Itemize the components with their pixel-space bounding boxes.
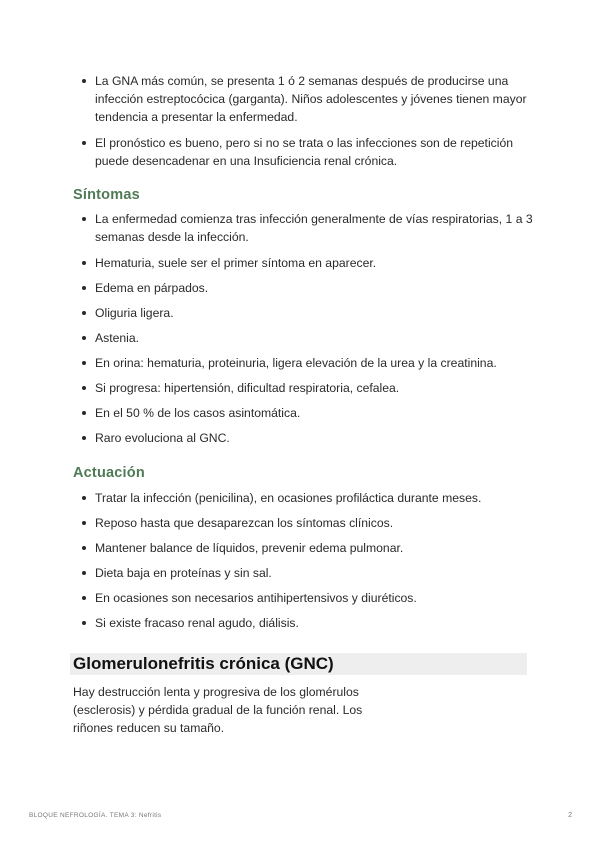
- list-item: La GNA más común, se presenta 1 ó 2 semanas después de producirse una infección estreptocócica (garganta). Niños adolescentes y jóvenes tienen mayor tendencia a presentar la enfermedad.: [78, 72, 538, 126]
- intro-bullet-list: [78, 72, 538, 170]
- list-item: Si progresa: hipertensión, dificultad respiratoria, cefalea.: [78, 379, 538, 397]
- section-heading-actuacion: Actuación: [73, 465, 145, 481]
- list-item: En orina: hematuria, proteinuria, ligera elevación de la urea y la creatinina.: [78, 354, 538, 372]
- list-item: Mantener balance de líquidos, prevenir edema pulmonar.: [78, 539, 538, 557]
- chapter-heading-gnc: Glomerulonefritis crónica (GNC): [70, 653, 527, 675]
- list-item: En ocasiones son necesarios antihipertensivos y diuréticos.: [78, 589, 538, 607]
- list-item: Si existe fracaso renal agudo, diálisis.: [78, 614, 538, 632]
- list-item: Raro evoluciona al GNC.: [78, 429, 538, 447]
- sintomas-bullet-list: [78, 210, 538, 447]
- footer-title: BLOQUE NEFROLOGÍA. TEMA 3: Nefritis: [29, 812, 162, 819]
- list-item: Hematuria, suele ser el primer síntoma en aparecer.: [78, 254, 538, 272]
- list-item: En el 50 % de los casos asintomática.: [78, 404, 538, 422]
- list-item: Astenia.: [78, 329, 538, 347]
- page-number: 2: [568, 812, 572, 819]
- list-item: La enfermedad comienza tras infección generalmente de vías respiratorias, 1 a 3 semanas desde la infección.: [78, 210, 538, 246]
- list-item: Reposo hasta que desaparezcan los síntomas clínicos.: [78, 514, 538, 532]
- list-item: Dieta baja en proteínas y sin sal.: [78, 564, 538, 582]
- gnc-paragraph: Hay destrucción lenta y progresiva de los glomérulos (esclerosis) y pérdida gradual de la función renal. Los riñones reducen su tamaño.: [73, 685, 363, 735]
- list-item: El pronóstico es bueno, pero si no se trata o las infecciones son de repetición puede desencadenar en una Insuficiencia renal crónica.: [78, 134, 538, 170]
- section-heading-sintomas: Síntomas: [73, 187, 140, 203]
- actuacion-bullet-list: [78, 489, 538, 632]
- list-item: Edema en párpados.: [78, 279, 538, 297]
- list-item: Tratar la infección (penicilina), en ocasiones profiláctica durante meses.: [78, 489, 538, 507]
- list-item: Oliguria ligera.: [78, 304, 538, 322]
